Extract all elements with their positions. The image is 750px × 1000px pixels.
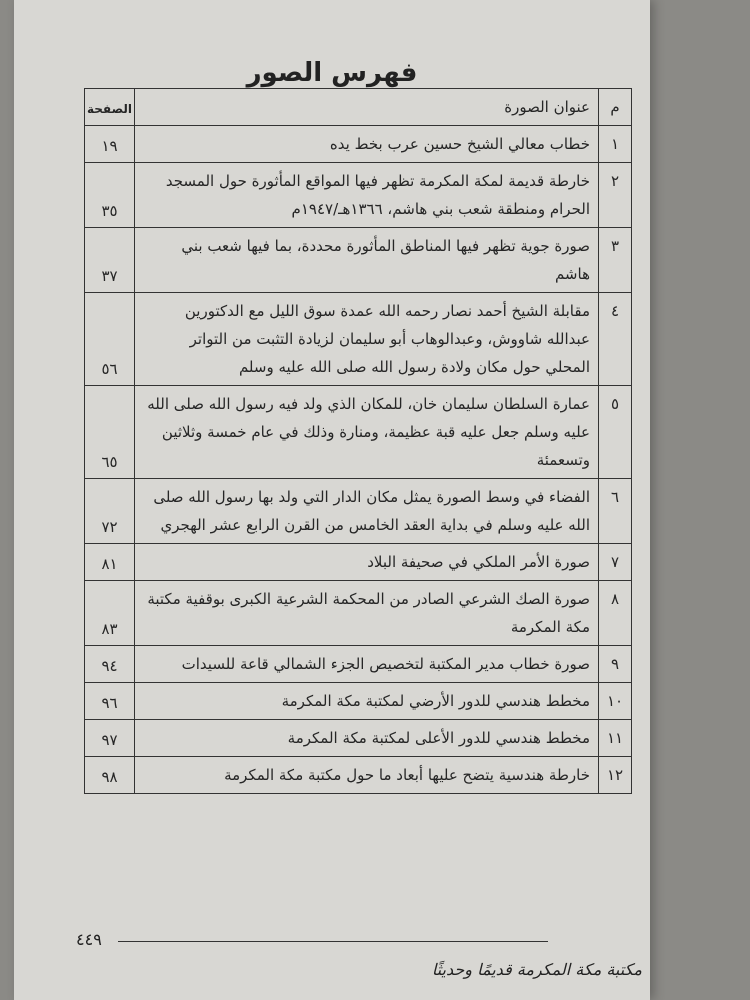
book-title-footer: مكتبة مكة المكرمة قديمًا وحديثًا bbox=[431, 960, 642, 979]
book-page bbox=[14, 0, 650, 1000]
table-row bbox=[85, 757, 632, 794]
table-row bbox=[85, 293, 632, 386]
row-number: ٨ bbox=[599, 581, 632, 646]
row-number: ٦ bbox=[599, 479, 632, 544]
table-row bbox=[85, 479, 632, 544]
row-page: ٩٤ bbox=[85, 646, 135, 683]
row-page: ٥٦ bbox=[85, 293, 135, 386]
row-page: ٦٥ bbox=[85, 386, 135, 479]
row-number: ٥ bbox=[599, 386, 632, 479]
page-number: ٤٤٩ bbox=[76, 930, 102, 949]
row-page: ٧٢ bbox=[85, 479, 135, 544]
row-caption: صورة الأمر الملكي في صحيفة البلاد bbox=[135, 544, 599, 581]
row-page: ٨٣ bbox=[85, 581, 135, 646]
header-caption: عنوان الصورة bbox=[135, 89, 599, 126]
row-page: ٣٥ bbox=[85, 163, 135, 228]
footer-divider bbox=[118, 941, 548, 942]
page-title: فهرس الصور bbox=[246, 58, 418, 88]
row-number: ٣ bbox=[599, 228, 632, 293]
row-caption: صورة الصك الشرعي الصادر من المحكمة الشرعية الكبرى بوقفية مكتبة مكة المكرمة bbox=[135, 581, 599, 646]
row-caption: صورة خطاب مدير المكتبة لتخصيص الجزء الشمالي قاعة للسيدات bbox=[135, 646, 599, 683]
table-row bbox=[85, 386, 632, 479]
image-index-table bbox=[84, 88, 632, 794]
table-row bbox=[85, 544, 632, 581]
row-number: ١١ bbox=[599, 720, 632, 757]
table-row bbox=[85, 581, 632, 646]
row-caption: خارطة قديمة لمكة المكرمة تظهر فيها المواقع المأثورة حول المسجد الحرام ومنطقة شعب بني هاشم، ١٣٦٦هـ/١٩٤٧م bbox=[135, 163, 599, 228]
row-number: ٤ bbox=[599, 293, 632, 386]
table-header-row bbox=[85, 89, 632, 126]
row-page: ٣٧ bbox=[85, 228, 135, 293]
row-caption: الفضاء في وسط الصورة يمثل مكان الدار التي ولد بها رسول الله صلى الله عليه وسلم في بداية العقد الخامس من القرن الرابع عشر الهجري bbox=[135, 479, 599, 544]
row-page: ٨١ bbox=[85, 544, 135, 581]
table-row bbox=[85, 683, 632, 720]
row-number: ١٢ bbox=[599, 757, 632, 794]
row-caption: مقابلة الشيخ أحمد نصار رحمه الله عمدة سوق الليل مع الدكتورين عبدالله شاووش، وعبدالوهاب أبو سليمان لزيادة التثبت من التواتر المحلي حول مكان ولادة رسول الله صلى الله عليه وسلم bbox=[135, 293, 599, 386]
row-number: ١ bbox=[599, 126, 632, 163]
header-num: م bbox=[599, 89, 632, 126]
table-row bbox=[85, 126, 632, 163]
table-row bbox=[85, 720, 632, 757]
row-caption: عمارة السلطان سليمان خان، للمكان الذي ولد فيه رسول الله صلى الله عليه وسلم جعل عليه قبة عظيمة، ومنارة وذلك في عام خمسة وثلاثين وتسعمئة bbox=[135, 386, 599, 479]
row-number: ١٠ bbox=[599, 683, 632, 720]
table-row bbox=[85, 646, 632, 683]
row-page: ٩٨ bbox=[85, 757, 135, 794]
row-caption: مخطط هندسي للدور الأعلى لمكتبة مكة المكرمة bbox=[135, 720, 599, 757]
row-number: ٧ bbox=[599, 544, 632, 581]
row-caption: خطاب معالي الشيخ حسين عرب بخط يده bbox=[135, 126, 599, 163]
table-row bbox=[85, 163, 632, 228]
row-caption: مخطط هندسي للدور الأرضي لمكتبة مكة المكرمة bbox=[135, 683, 599, 720]
row-number: ٢ bbox=[599, 163, 632, 228]
row-page: ١٩ bbox=[85, 126, 135, 163]
row-caption: صورة جوية تظهر فيها المناطق المأثورة محددة، بما فيها شعب بني هاشم bbox=[135, 228, 599, 293]
row-page: ٩٧ bbox=[85, 720, 135, 757]
table-row bbox=[85, 228, 632, 293]
header-page: الصفحة bbox=[85, 89, 135, 126]
row-caption: خارطة هندسية يتضح عليها أبعاد ما حول مكتبة مكة المكرمة bbox=[135, 757, 599, 794]
row-number: ٩ bbox=[599, 646, 632, 683]
row-page: ٩٦ bbox=[85, 683, 135, 720]
